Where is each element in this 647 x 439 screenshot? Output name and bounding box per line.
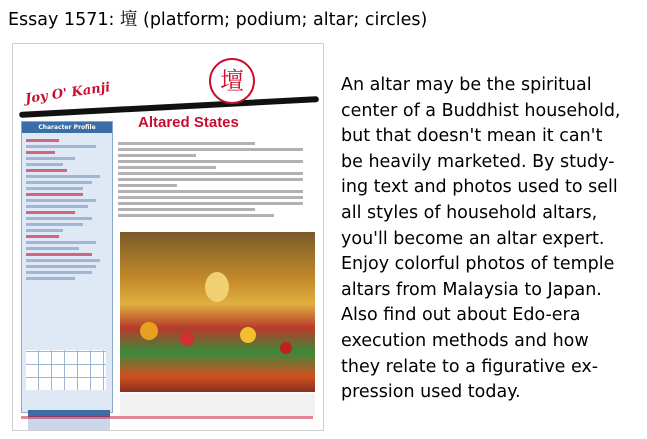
photo-caption [120,394,315,416]
essay-title: Essay 1571: 壇 (platform; podium; altar; circles) [8,10,428,30]
essay-description: An altar may be the spiritual center of a Buddhist household, but that doesn't mean it can't be heavily marketed. By study- ing text and photos used to sell all styles of household altars, you'll become an altar expert. Enjoy colorful photos of temple altars from Malaysia to Japan. Also find out about Edo-era execution methods and how they relate to a figurative ex- pression used today. [341,75,621,403]
kanji-badge: 壇 [209,58,255,104]
article-body-lines [118,139,313,220]
thumbnail-page-title: Altared States [138,114,239,131]
stroke-order-grid [26,350,106,390]
profile-heading: Character Profile [22,122,112,133]
read-all-about-it-box [28,410,110,431]
altar-photo [120,232,315,392]
profile-text-lines [22,133,112,286]
page-footer [21,416,313,419]
logo: Joy O' Kanji [24,80,112,107]
essay-page-thumbnail[interactable] [12,43,324,431]
character-profile-box [21,121,113,413]
